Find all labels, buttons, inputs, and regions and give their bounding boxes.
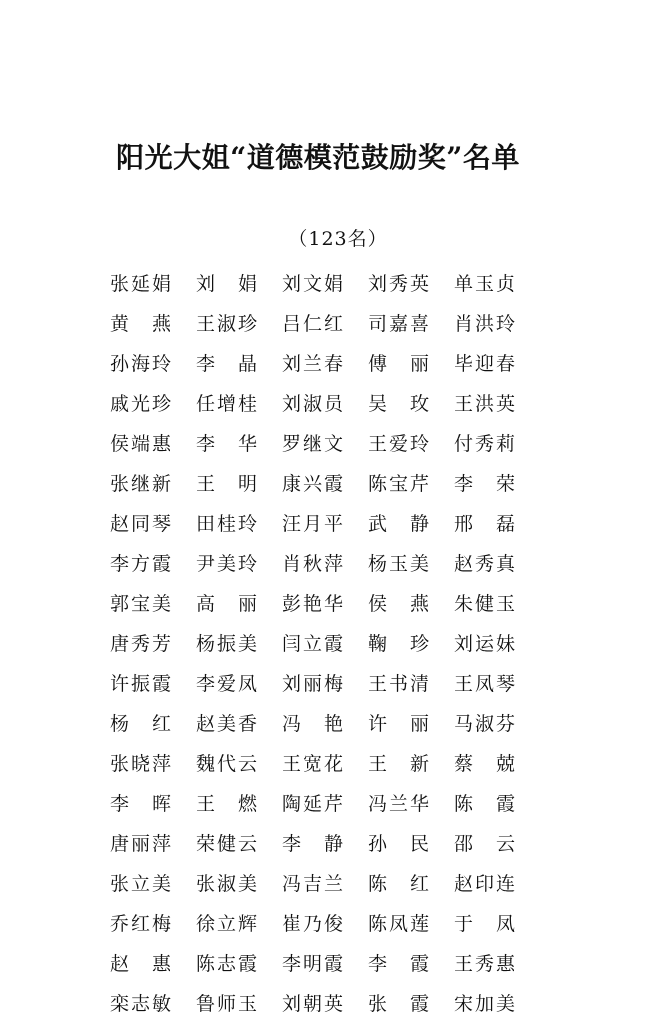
name-entry: 武 静 bbox=[368, 512, 432, 535]
name-entry: 司嘉喜 bbox=[368, 312, 432, 335]
name-entry: 吕仁红 bbox=[282, 312, 346, 335]
name-entry: 张淑美 bbox=[196, 872, 260, 895]
name-row bbox=[110, 822, 540, 862]
count-note: （123名） bbox=[288, 228, 388, 250]
name-entry: 于 凤 bbox=[454, 912, 518, 935]
name-entry: 任增桂 bbox=[196, 392, 260, 415]
name-entry: 李 霞 bbox=[368, 952, 432, 975]
name-entry: 田桂玲 bbox=[196, 512, 260, 535]
name-entry: 邢 磊 bbox=[454, 512, 518, 535]
name-entry: 陈宝芹 bbox=[368, 472, 432, 495]
name-entry: 罗继文 bbox=[282, 432, 346, 455]
name-entry: 鲁师玉 bbox=[196, 992, 260, 1015]
name-entry: 李方霞 bbox=[110, 552, 174, 575]
name-entry: 李 晶 bbox=[196, 352, 260, 375]
name-row bbox=[110, 262, 540, 302]
name-entry: 陈 霞 bbox=[454, 792, 518, 815]
name-entry: 宋加美 bbox=[454, 992, 518, 1015]
name-entry: 王书清 bbox=[368, 672, 432, 695]
name-entry: 高 丽 bbox=[196, 592, 260, 615]
name-entry: 杨振美 bbox=[196, 632, 260, 655]
name-entry: 单玉贞 bbox=[454, 272, 518, 295]
name-entry: 李 静 bbox=[282, 832, 346, 855]
name-entry: 乔红梅 bbox=[110, 912, 174, 935]
name-entry: 李 晖 bbox=[110, 792, 174, 815]
name-list bbox=[110, 262, 540, 1022]
name-entry: 赵同琴 bbox=[110, 512, 174, 535]
name-row bbox=[110, 622, 540, 662]
name-entry: 孙 民 bbox=[368, 832, 432, 855]
name-entry: 鞠 珍 bbox=[368, 632, 432, 655]
name-entry: 闫立霞 bbox=[282, 632, 346, 655]
name-entry: 付秀莉 bbox=[454, 432, 518, 455]
name-entry: 赵印连 bbox=[454, 872, 518, 895]
name-entry: 王 燃 bbox=[196, 792, 260, 815]
name-entry: 李爱凤 bbox=[196, 672, 260, 695]
name-entry: 张立美 bbox=[110, 872, 174, 895]
name-entry: 栾志敏 bbox=[110, 992, 174, 1015]
name-entry: 李 荣 bbox=[454, 472, 518, 495]
name-entry: 杨 红 bbox=[110, 712, 174, 735]
name-entry: 王 新 bbox=[368, 752, 432, 775]
name-entry: 尹美玲 bbox=[196, 552, 260, 575]
name-entry: 陈 红 bbox=[368, 872, 432, 895]
name-row bbox=[110, 502, 540, 542]
name-entry: 陈志霞 bbox=[196, 952, 260, 975]
name-row bbox=[110, 382, 540, 422]
name-entry: 王凤琴 bbox=[454, 672, 518, 695]
name-row bbox=[110, 982, 540, 1022]
name-row bbox=[110, 662, 540, 702]
name-entry: 汪月平 bbox=[282, 512, 346, 535]
name-entry: 马淑芬 bbox=[454, 712, 518, 735]
name-entry: 王洪英 bbox=[454, 392, 518, 415]
name-row bbox=[110, 902, 540, 942]
name-entry: 康兴霞 bbox=[282, 472, 346, 495]
name-entry: 王爱玲 bbox=[368, 432, 432, 455]
name-entry: 刘淑员 bbox=[282, 392, 346, 415]
name-entry: 郭宝美 bbox=[110, 592, 174, 615]
name-entry: 吴 玫 bbox=[368, 392, 432, 415]
name-entry: 黄 燕 bbox=[110, 312, 174, 335]
name-row bbox=[110, 462, 540, 502]
document-title: 阳光大姐“道德模范鼓励奖”名单 bbox=[116, 141, 520, 174]
name-entry: 刘秀英 bbox=[368, 272, 432, 295]
name-entry: 侯 燕 bbox=[368, 592, 432, 615]
name-entry: 魏代云 bbox=[196, 752, 260, 775]
name-entry: 赵 惠 bbox=[110, 952, 174, 975]
name-entry: 冯兰华 bbox=[368, 792, 432, 815]
name-entry: 陶延芹 bbox=[282, 792, 346, 815]
name-entry: 李明霞 bbox=[282, 952, 346, 975]
name-entry: 张继新 bbox=[110, 472, 174, 495]
name-entry: 赵秀真 bbox=[454, 552, 518, 575]
name-entry: 彭艳华 bbox=[282, 592, 346, 615]
name-entry: 张延娟 bbox=[110, 272, 174, 295]
name-entry: 唐秀芳 bbox=[110, 632, 174, 655]
name-entry: 肖洪玲 bbox=[454, 312, 518, 335]
name-entry: 陈凤莲 bbox=[368, 912, 432, 935]
name-entry: 邵 云 bbox=[454, 832, 518, 855]
name-entry: 冯 艳 bbox=[282, 712, 346, 735]
name-entry: 蔡 兢 bbox=[454, 752, 518, 775]
name-entry: 崔乃俊 bbox=[282, 912, 346, 935]
name-entry: 毕迎春 bbox=[454, 352, 518, 375]
name-entry: 刘朝英 bbox=[282, 992, 346, 1015]
name-entry: 肖秋萍 bbox=[282, 552, 346, 575]
name-entry: 冯吉兰 bbox=[282, 872, 346, 895]
name-entry: 朱健玉 bbox=[454, 592, 518, 615]
name-row bbox=[110, 422, 540, 462]
name-entry: 许 丽 bbox=[368, 712, 432, 735]
name-entry: 刘丽梅 bbox=[282, 672, 346, 695]
name-row bbox=[110, 542, 540, 582]
name-entry: 刘兰春 bbox=[282, 352, 346, 375]
name-entry: 荣健云 bbox=[196, 832, 260, 855]
name-row bbox=[110, 302, 540, 342]
name-row bbox=[110, 742, 540, 782]
name-entry: 傅 丽 bbox=[368, 352, 432, 375]
name-entry: 唐丽萍 bbox=[110, 832, 174, 855]
name-entry: 杨玉美 bbox=[368, 552, 432, 575]
name-row bbox=[110, 582, 540, 622]
name-entry: 李 华 bbox=[196, 432, 260, 455]
name-entry: 王宽花 bbox=[282, 752, 346, 775]
name-row bbox=[110, 942, 540, 982]
name-entry: 刘文娟 bbox=[282, 272, 346, 295]
name-entry: 王 明 bbox=[196, 472, 260, 495]
name-row bbox=[110, 862, 540, 902]
name-entry: 戚光珍 bbox=[110, 392, 174, 415]
name-entry: 张 霞 bbox=[368, 992, 432, 1015]
name-entry: 徐立辉 bbox=[196, 912, 260, 935]
name-row bbox=[110, 342, 540, 382]
name-entry: 许振霞 bbox=[110, 672, 174, 695]
name-entry: 刘 娟 bbox=[196, 272, 260, 295]
name-entry: 张晓萍 bbox=[110, 752, 174, 775]
name-entry: 王秀惠 bbox=[454, 952, 518, 975]
name-entry: 孙海玲 bbox=[110, 352, 174, 375]
name-entry: 赵美香 bbox=[196, 712, 260, 735]
name-row bbox=[110, 782, 540, 822]
name-row bbox=[110, 702, 540, 742]
name-entry: 王淑珍 bbox=[196, 312, 260, 335]
name-entry: 侯端惠 bbox=[110, 432, 174, 455]
name-entry: 刘运妹 bbox=[454, 632, 518, 655]
